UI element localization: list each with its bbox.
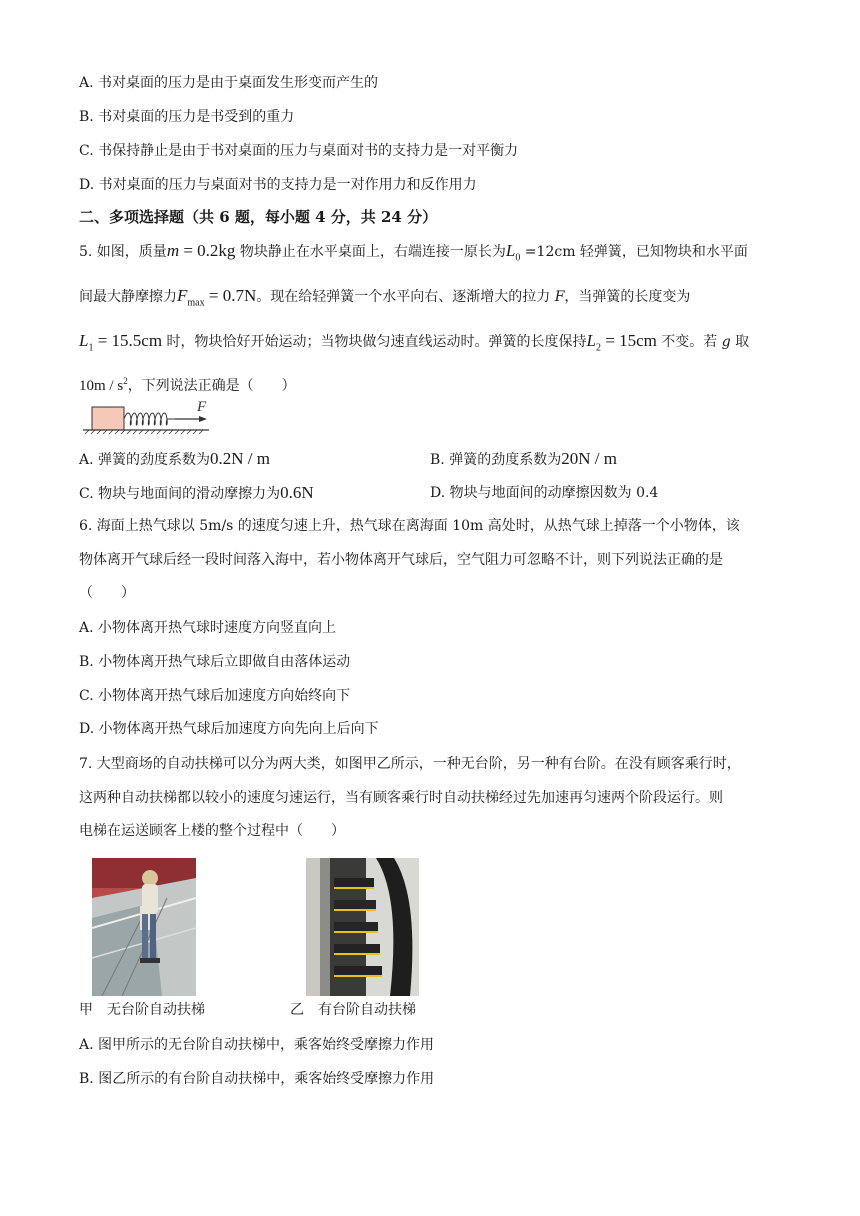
q5-line-4: $10m / s^2$，下列说法正确是（ ）: [79, 376, 296, 394]
spring-block-figure: [83, 397, 223, 437]
q6-option-d: D. 小物体离开热气球后加速度方向先向上后向下: [79, 721, 379, 737]
q7-line-1: 7. 大型商场的自动扶梯可以分为两大类，如图甲乙所示，一种无台阶，另一种有台阶。在没有顾客乘行时，: [79, 756, 741, 772]
q5-line-3: $L_1 = 15.5cm$ 时，物块恰好开始运动；当物块做匀速直线运动时。弹簧的长度保持$L_2 = 15cm$ 不变。若 g 取: [79, 331, 750, 354]
q5-option-d: D. 物块与地面间的动摩擦因数为 0.4: [430, 485, 659, 501]
photo-escalator-no-steps: [92, 858, 196, 996]
caption-left: 甲 无台阶自动扶梯: [79, 1002, 205, 1018]
q7-line-2: 这两种自动扶梯都以较小的速度匀速运行，当有顾客乘行时自动扶梯经过先加速再匀速两个阶段运行。则: [79, 790, 723, 806]
q5-option-b: B. 弹簧的劲度系数为20N / m: [430, 449, 617, 468]
q4-option-b: B. 书对桌面的压力是书受到的重力: [79, 109, 295, 125]
q5-line-2: 间最大静摩擦力$F_{max} = 0.7N$。现在给轻弹簧一个水平向右、逐渐增大的拉力 F，当弹簧的长度变为: [79, 286, 691, 309]
q7-line-3: 电梯在运送顾客上楼的整个过程中（ ）: [79, 823, 345, 839]
q6-option-a: A. 小物体离开热气球时速度方向竖直向上: [79, 620, 337, 636]
q5-option-a: A. 弹簧的劲度系数为0.2N / m: [79, 449, 270, 468]
force-arrowhead: [199, 416, 207, 422]
photo-escalator-steps: [306, 858, 419, 996]
q7-option-b: B. 图乙所示的有台阶自动扶梯中，乘客始终受摩擦力作用: [79, 1071, 435, 1087]
ground-hatching: [85, 430, 203, 434]
q6-line-3: （ ）: [79, 585, 135, 601]
q6-option-c: C. 小物体离开热气球后加速度方向始终向下: [79, 688, 351, 704]
spring: [124, 413, 175, 425]
q4-option-c: C. 书保持静止是由于书对桌面的压力与桌面对书的支持力是一对平衡力: [79, 143, 519, 159]
force-label: F: [197, 399, 207, 415]
q4-option-a: A. 书对桌面的压力是由于桌面发生形变而产生的: [79, 75, 379, 91]
q5-line-1: 5. 如图，质量m = 0.2kg 物块静止在水平桌面上，右端连接一原长为$L_0 =12cm$ 轻弹簧，已知物块和水平面: [79, 241, 748, 264]
q6-line-2: 物体离开气球后经一段时间落入海中，若小物体离开气球后，空气阻力可忽略不计，则下列说法正确的是: [79, 552, 723, 568]
caption-right: 乙 有台阶自动扶梯: [290, 1002, 416, 1018]
q4-option-d: D. 书对桌面的压力与桌面对书的支持力是一对作用力和反作用力: [79, 177, 477, 193]
q6-line-1: 6. 海面上热气球以 5m/s 的速度匀速上升，热气球在离海面 10m 高处时，从热气球上掉落一个小物体，该: [79, 518, 740, 534]
block: [92, 407, 124, 430]
q6-option-b: B. 小物体离开热气球后立即做自由落体运动: [79, 654, 351, 670]
q7-option-a: A. 图甲所示的无台阶自动扶梯中，乘客始终受摩擦力作用: [79, 1037, 435, 1053]
section-title: 二、多项选择题（共 6 题，每小题 4 分，共 24 分）: [79, 208, 438, 226]
q5-option-c: C. 物块与地面间的滑动摩擦力为0.6N: [79, 483, 314, 502]
